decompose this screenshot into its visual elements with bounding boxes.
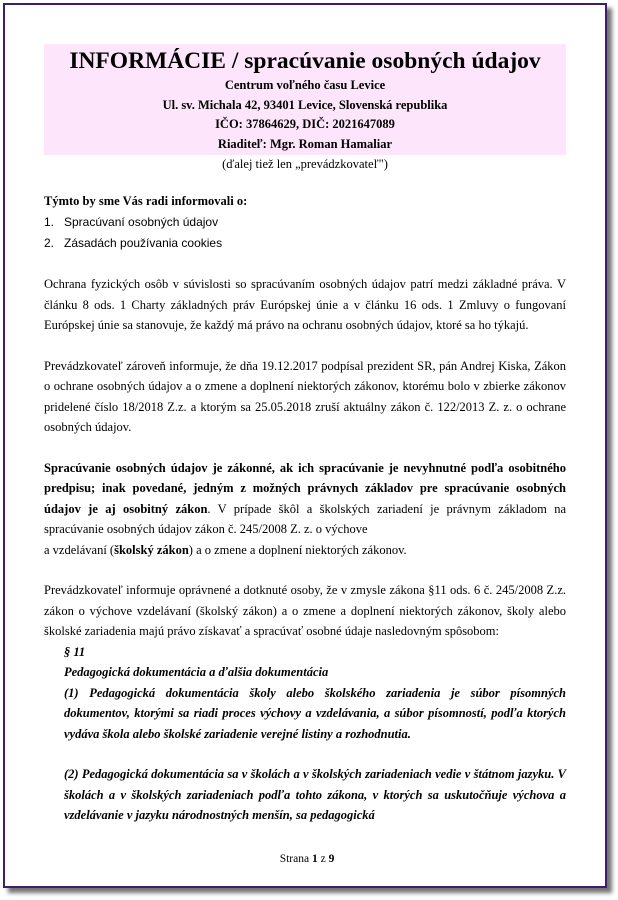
- paragraph-law-signing: Prevádzkovateľ zároveň informuje, že dňa 19.12.2017 podpísal prezident SR, pán Andrej Kiska, Zákon o ochrane osobných údajov a o zmene a doplnení niektorých zákonov, ktorému bolo v zbierke zákonov pridelené číslo 18/2018 Z.z. a ktorým sa 25.05.2018 zruší aktuálny zákon č. 122/2013 Z. z. o ochrane osobných údajov.: [44, 358, 566, 434]
- list-item-text: Spracúvaní osobných údajov: [64, 215, 219, 229]
- spacer: [44, 438, 566, 458]
- total-pages-number: 9: [328, 853, 335, 865]
- law-clause-1: (1) Pedagogická dokumentácia školy alebo školského zariadenia je súbor písomných dokumentov, ktorými sa riadi proces výchovy a vzdelávania, a súbor písomností, podľa ktorých vydáva škola alebo školské zariadenie verejné listiny a rozhodnutia.: [64, 685, 566, 741]
- paragraph-operator-info: Prevádzkovateľ informuje oprávnené a dotknuté osoby, že v zmysle zákona §11 ods. 6 č. 245/2008 Z.z. zákon o výchove vzdelávaní (školský zákon) a o zmene a doplnení niektorých zákonov, školy alebo školské zariadenia majú právo získavať a spracúvať osobné údaje nasledovným spôsobom:: [44, 583, 566, 638]
- organization-address: Ul. sv. Michala 42, 93401 Levice, Slovenská republika: [162, 97, 448, 112]
- list-item-number: 1.: [44, 215, 55, 229]
- list-item: [44, 212, 566, 233]
- law-section-heading: Pedagogická dokumentácia a ďalšia dokumentácia: [64, 665, 329, 679]
- page-label: Strana: [279, 853, 312, 865]
- list-item: [44, 233, 566, 254]
- operator-note: (ďalej tiež len „prevádzkovateľ"): [222, 157, 388, 171]
- list-item-text: Zásadách používania cookies: [64, 236, 223, 250]
- page-footer: [0, 852, 614, 866]
- legal-basis-text-end: ) a o zmene a doplnení niektorých zákonov.: [188, 542, 407, 557]
- header-box: [44, 44, 566, 155]
- law-clause-2: (2) Pedagogická dokumentácia sa v školách a v školských zariadeniach vedie v štátnom jazyku. V školách a v školských zariadeniach podľa tohto zákona, v ktorých sa uskutočňuje výchova a vzdelávanie v jazyku národnostných menšín, sa pedagogická: [64, 767, 566, 822]
- legal-basis-text: . V prípade škôl a školských zariadení je právnym základom na spracúvanie osobných údajov zákon č. 245/2008 Z. z. o výchove: [44, 501, 566, 536]
- law-section-number: § 11: [64, 644, 86, 659]
- paragraph-legal-basis-continued: [44, 540, 566, 561]
- intro-heading: Týmto by sme Vás radi informovali o:: [44, 194, 248, 208]
- organization-name: Centrum voľného času Levice: [224, 78, 386, 92]
- spacer: [44, 336, 566, 356]
- paragraph-legal-basis: [44, 458, 566, 540]
- list-item-number: 2.: [44, 236, 55, 250]
- document-title: INFORMÁCIE / spracúvanie osobných údajov: [69, 48, 541, 74]
- page-separator: z: [317, 853, 329, 865]
- law-excerpt: [64, 642, 566, 826]
- organization-ids: IČO: 37864629, DIČ: 2021647089: [215, 117, 395, 131]
- current-page-number: 1: [311, 853, 318, 865]
- school-law-label: školský zákon: [114, 542, 189, 557]
- spacer: [64, 744, 566, 764]
- intro-section: [44, 191, 566, 254]
- director-line: Riaditeľ: Mgr. Roman Hamaliar: [217, 136, 393, 151]
- paragraph-data-protection-rights: Ochrana fyzických osôb v súvislosti so spracúvaním osobných údajov patrí medzi základné práva. V článku 8 ods. 1 Charty základných práv Európskej únie a v článku 16 ods. 1 Zmluvy o fungovaní Európskej únie sa stanovuje, že každý má právo na ochranu osobných údajov, ktoré sa ho týkajú.: [44, 277, 566, 332]
- spacer: [44, 560, 566, 580]
- legal-basis-text-start: a vzdelávaní (: [44, 542, 115, 557]
- legal-basis-emphasis: Spracúvanie osobných údajov je zákonné, ak ich spracúvanie je nevyhnutné podľa osobitného predpisu; inak povedané, jedným z možných právnych základov pre spracúvanie osobných údajov je aj osobitný zákon: [44, 460, 566, 516]
- spacer: [44, 254, 566, 274]
- page-content: [44, 44, 566, 826]
